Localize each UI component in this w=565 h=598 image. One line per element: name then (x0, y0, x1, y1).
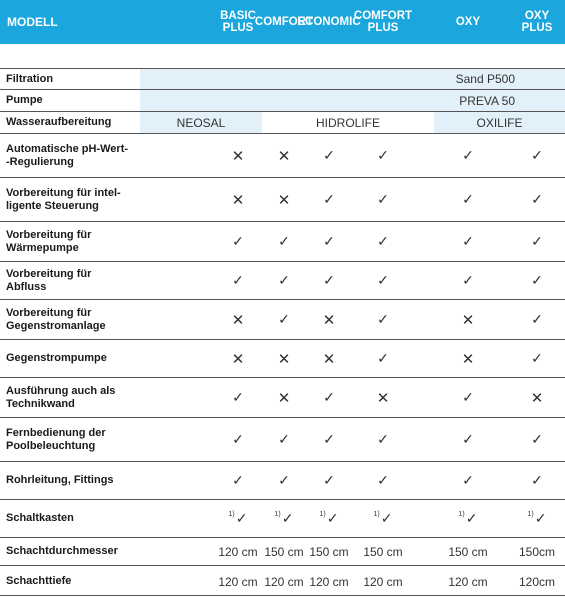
table-cell (259, 178, 309, 221)
table-cell (213, 500, 263, 537)
table-cell (443, 300, 493, 339)
table-row (0, 340, 565, 378)
table-cell: 120 cm (218, 544, 258, 559)
table-cell (304, 178, 354, 221)
check-icon: ✓ (377, 233, 389, 249)
table-row (0, 262, 565, 300)
cross-icon: ✕ (277, 389, 291, 407)
table-cell (512, 462, 562, 499)
check-icon: ✓ (462, 147, 474, 163)
check-icon: ✓ (531, 350, 543, 366)
table-cell (304, 462, 354, 499)
table-row (0, 300, 565, 340)
table-cell (512, 262, 562, 299)
table-cell (443, 262, 493, 299)
row-label: Schachttiefe (6, 575, 72, 587)
table-cell (443, 340, 493, 377)
table-cell: 120 cm (218, 574, 258, 589)
check-icon: ✓ (377, 191, 389, 207)
check-icon: ✓ (232, 431, 244, 447)
check-icon: ✓ (232, 233, 244, 249)
table-cell (512, 178, 562, 221)
treatment-group-2: OXILIFE (434, 112, 565, 133)
check-icon: ✓ (377, 350, 389, 366)
row-label: Vorbereitung für Abfluss (6, 267, 92, 293)
table-cell: 120 cm (448, 574, 488, 589)
check-icon: ✓ (232, 272, 244, 288)
check-icon: ✓ (323, 272, 335, 288)
table-row (0, 378, 565, 418)
table-row (0, 538, 565, 566)
table-cell (259, 300, 309, 339)
header-col-6: OXY PLUS (521, 10, 553, 34)
table-cell (259, 134, 309, 177)
table-cell: 120cm (518, 574, 556, 589)
check-icon: ✓ (377, 431, 389, 447)
footnote-mark: 1) (274, 511, 281, 518)
cross-icon: ✕ (376, 389, 390, 407)
check-icon: ✓ (278, 472, 290, 488)
cross-icon: ✕ (322, 350, 336, 368)
table-cell (512, 418, 562, 461)
cross-icon: ✕ (277, 191, 291, 209)
cross-icon: ✕ (461, 311, 475, 329)
header-col-2: COMFORT (254, 16, 314, 28)
table-cell (443, 378, 493, 417)
table-cell (213, 418, 263, 461)
footnote-mark: 1) (319, 511, 326, 518)
table-cell (259, 378, 309, 417)
table-row (0, 68, 565, 90)
table-cell (213, 300, 263, 339)
check-icon: ✓ (531, 431, 543, 447)
row-label: Vorbereitung für Wärmepumpe (6, 228, 92, 254)
cross-icon: ✕ (231, 311, 245, 329)
table-cell (512, 340, 562, 377)
row-label: Fernbedienung der Poolbeleuchtung (6, 426, 106, 452)
check-icon: ✓ (462, 233, 474, 249)
check-icon: ✓ (462, 431, 474, 447)
table-cell (358, 134, 408, 177)
table-cell (259, 418, 309, 461)
table-cell (304, 500, 354, 537)
header-col-3: ECONOMIC (297, 16, 361, 28)
check-icon: ✓ (531, 272, 543, 288)
check-icon: ✓ (278, 233, 290, 249)
table-cell (304, 222, 354, 261)
table-row (0, 178, 565, 222)
cross-icon: ✕ (530, 389, 544, 407)
table-cell (443, 462, 493, 499)
table-cell (213, 378, 263, 417)
table-cell (304, 134, 354, 177)
footnote-mark: 1) (458, 511, 465, 518)
footnote-mark: 1) (527, 511, 534, 518)
check-icon: ✓ (278, 272, 290, 288)
check-icon: ✓ (281, 510, 294, 526)
table-row (0, 90, 565, 112)
check-icon: ✓ (323, 389, 335, 405)
table-header (0, 0, 565, 44)
span-value: Sand P500 (140, 69, 565, 89)
check-icon: ✓ (232, 472, 244, 488)
check-icon: ✓ (531, 147, 543, 163)
check-icon: ✓ (323, 431, 335, 447)
treatment-group-1: HIDROLIFE (315, 115, 380, 130)
cross-icon: ✕ (277, 350, 291, 368)
table-row (0, 568, 565, 596)
table-cell (512, 300, 562, 339)
table-cell (304, 262, 354, 299)
check-icon: ✓ (278, 311, 290, 327)
row-label: Schachtdurchmesser (6, 545, 118, 557)
table-cell (358, 222, 408, 261)
header-col-0: MODELL (7, 15, 58, 29)
table-cell (304, 300, 354, 339)
table-cell (512, 134, 562, 177)
check-icon: ✓ (377, 147, 389, 163)
check-icon: ✓ (323, 147, 335, 163)
treatment-group-0: NEOSAL (140, 112, 262, 133)
check-icon: ✓ (326, 510, 339, 526)
table-cell (213, 340, 263, 377)
check-icon: ✓ (377, 472, 389, 488)
table-cell: 120 cm (363, 574, 403, 589)
row-label: Rohrleitung, Fittings (6, 474, 114, 486)
cross-icon: ✕ (322, 311, 336, 329)
table-cell (213, 178, 263, 221)
table-cell (213, 262, 263, 299)
table-cell (443, 418, 493, 461)
table-cell (358, 300, 408, 339)
header-col-4: COMFORT PLUS (353, 10, 413, 34)
table-cell (358, 500, 408, 537)
check-icon: ✓ (462, 272, 474, 288)
table-cell (512, 378, 562, 417)
table-cell (358, 378, 408, 417)
table-cell: 120 cm (309, 574, 349, 589)
row-label: Vorbereitung für intel- ligente Steuerung (6, 186, 121, 212)
row-label: Schaltkasten (6, 512, 74, 524)
table-cell: 150 cm (448, 544, 488, 559)
table-cell (443, 178, 493, 221)
table-cell (304, 378, 354, 417)
table-cell (213, 222, 263, 261)
table-cell (213, 134, 263, 177)
table-cell (259, 262, 309, 299)
check-icon: ✓ (534, 510, 547, 526)
table-cell (443, 134, 493, 177)
cross-icon: ✕ (461, 350, 475, 368)
table-cell (443, 222, 493, 261)
table-cell (358, 418, 408, 461)
table-row (0, 222, 565, 262)
check-icon: ✓ (531, 233, 543, 249)
table-cell (512, 222, 562, 261)
table-row (0, 462, 565, 500)
check-icon: ✓ (531, 311, 543, 327)
table-cell (358, 340, 408, 377)
row-label: Ausführung auch als Technikwand (6, 384, 116, 410)
footnote-mark: 1) (373, 511, 380, 518)
footnote-mark: 1) (228, 511, 235, 518)
check-icon: ✓ (278, 431, 290, 447)
row-label: Wasseraufbereitung (6, 116, 112, 128)
check-icon: ✓ (232, 389, 244, 405)
row-label: Filtration (6, 72, 54, 85)
check-icon: ✓ (235, 510, 248, 526)
table-cell (304, 418, 354, 461)
header-col-5: OXY (455, 16, 481, 28)
check-icon: ✓ (465, 510, 478, 526)
cross-icon: ✕ (231, 350, 245, 368)
check-icon: ✓ (323, 233, 335, 249)
cross-icon: ✕ (277, 147, 291, 165)
row-label: Gegenstrompumpe (6, 352, 107, 364)
check-icon: ✓ (462, 472, 474, 488)
table-cell: 150cm (518, 544, 556, 559)
table-cell (259, 222, 309, 261)
table-cell (358, 462, 408, 499)
check-icon: ✓ (323, 191, 335, 207)
check-icon: ✓ (323, 472, 335, 488)
cross-icon: ✕ (231, 147, 245, 165)
table-cell (259, 500, 309, 537)
table-cell: 150 cm (363, 544, 403, 559)
check-icon: ✓ (380, 510, 393, 526)
table-row (0, 418, 565, 462)
header-col-1: BASIC PLUS (220, 10, 256, 34)
check-icon: ✓ (377, 272, 389, 288)
row-label: Automatische pH-Wert- -Regulierung (6, 142, 129, 168)
table-cell: 150 cm (309, 544, 349, 559)
table-cell (358, 262, 408, 299)
table-row (0, 134, 565, 178)
check-icon: ✓ (377, 311, 389, 327)
table-row (0, 500, 565, 538)
table-cell (259, 462, 309, 499)
cross-icon: ✕ (231, 191, 245, 209)
table-cell (213, 462, 263, 499)
table-cell (512, 500, 562, 537)
row-label: Vorbereitung für Gegenstromanlage (6, 306, 106, 332)
table-row (0, 112, 565, 134)
table-cell: 120 cm (264, 574, 304, 589)
check-icon: ✓ (531, 191, 543, 207)
table-cell (259, 340, 309, 377)
check-icon: ✓ (462, 389, 474, 405)
table-cell (358, 178, 408, 221)
check-icon: ✓ (462, 191, 474, 207)
table-cell: 150 cm (264, 544, 304, 559)
span-value: PREVA 50 (140, 90, 565, 111)
row-label: Pumpe (6, 94, 43, 106)
table-cell (304, 340, 354, 377)
table-cell (443, 500, 493, 537)
check-icon: ✓ (531, 472, 543, 488)
